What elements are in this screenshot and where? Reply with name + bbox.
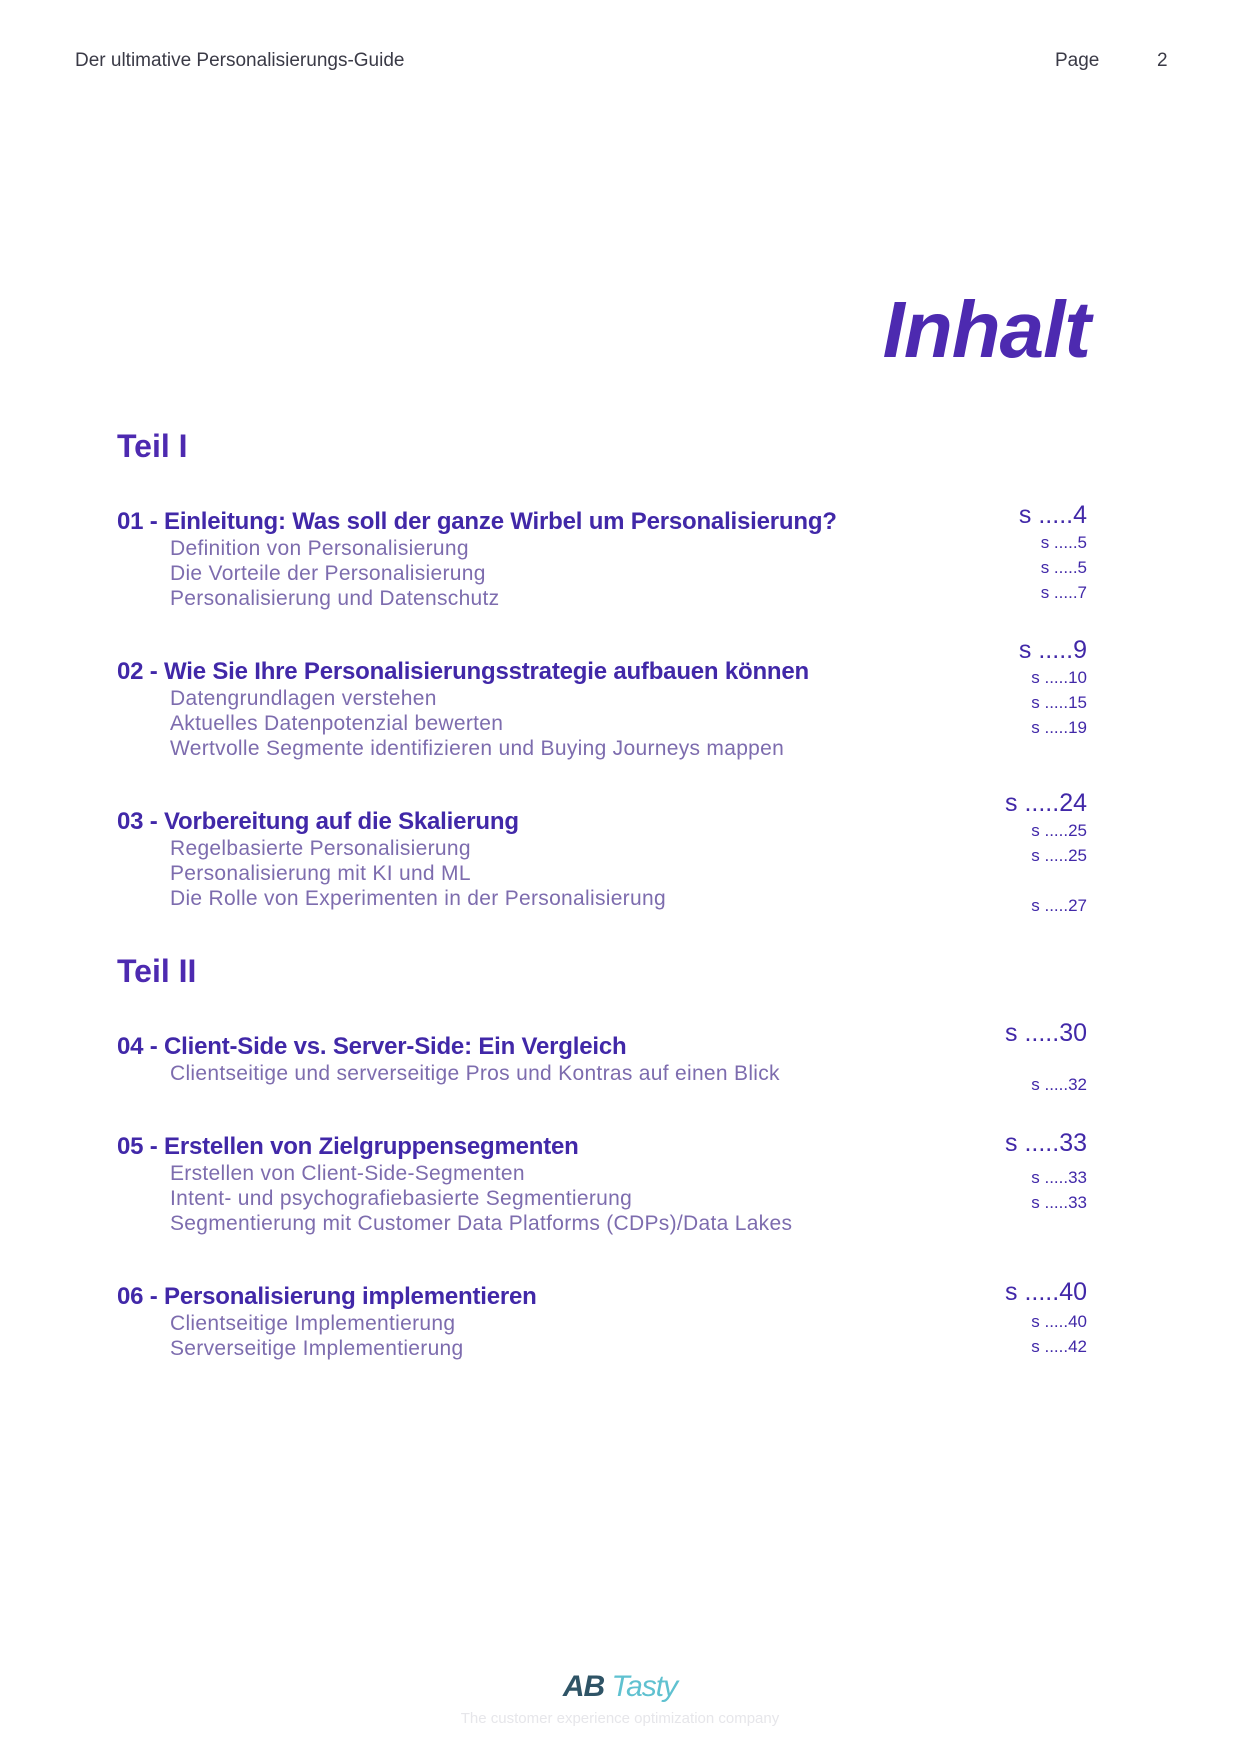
header-page-number: 2 (1157, 50, 1168, 71)
sub-page: s .....33 (1031, 1168, 1087, 1187)
ab-tasty-logo (0, 1670, 1240, 1704)
part-heading-1: Teil I (117, 428, 188, 464)
sub-item[interactable]: Die Rolle von Experimenten in der Personalisierung (170, 887, 666, 910)
sub-item[interactable]: Regelbasierte Personalisierung (170, 837, 471, 860)
sub-page: s .....25 (1031, 846, 1087, 865)
header-doc-title: Der ultimative Personalisierungs-Guide (75, 50, 405, 71)
sub-page: s .....5 (1040, 533, 1087, 552)
sub-page: s .....15 (1031, 693, 1087, 712)
chapter-title-04[interactable]: 04 - Client-Side vs. Server-Side: Ein Vergleich (117, 1033, 627, 1060)
chapter-title-03[interactable]: 03 - Vorbereitung auf die Skalierung (117, 808, 519, 835)
footer-tagline: The customer experience optimization company (460, 1710, 780, 1727)
logo-tasty-text: Tasty (611, 1670, 678, 1703)
sub-item[interactable]: Die Vorteile der Personalisierung (170, 562, 486, 585)
part-heading-2: Teil II (117, 953, 197, 989)
sub-item[interactable]: Serverseitige Implementierung (170, 1337, 464, 1360)
sub-item[interactable]: Wertvolle Segmente identifizieren und Buying Journeys mappen (170, 737, 785, 760)
sub-page: s .....5 (1040, 558, 1087, 577)
chapter-page-06: s .....40 (1005, 1278, 1087, 1306)
sub-page: s .....33 (1031, 1193, 1087, 1212)
page-title: Inhalt (882, 285, 1090, 374)
chapter-title-01[interactable]: 01 - Einleitung: Was soll der ganze Wirbel um Personalisierung? (117, 508, 837, 535)
chapter-title-05[interactable]: 05 - Erstellen von Zielgruppensegmenten (117, 1133, 579, 1160)
header-page-label: Page (1055, 50, 1100, 71)
sub-page: s .....40 (1031, 1312, 1087, 1331)
sub-page: s .....19 (1031, 718, 1087, 737)
sub-item[interactable]: Definition von Personalisierung (170, 537, 469, 560)
logo-ab-text: AB (562, 1670, 605, 1703)
sub-page: s .....27 (1031, 896, 1087, 915)
sub-item[interactable]: Segmentierung mit Customer Data Platforms (CDPs)/Data Lakes (170, 1212, 793, 1235)
sub-item[interactable]: Aktuelles Datenpotenzial bewerten (170, 712, 504, 735)
sub-item[interactable]: Erstellen von Client-Side-Segmenten (170, 1162, 525, 1185)
sub-item[interactable]: Intent- und psychografiebasierte Segmentierung (170, 1187, 633, 1210)
chapter-page-05: s .....33 (1005, 1129, 1087, 1157)
sub-page: s .....25 (1031, 821, 1087, 840)
chapter-title-02[interactable]: 02 - Wie Sie Ihre Personalisierungsstrategie aufbauen können (117, 658, 809, 685)
sub-page: s .....10 (1031, 668, 1087, 687)
sub-item[interactable]: Personalisierung mit KI und ML (170, 862, 471, 885)
sub-item[interactable]: Clientseitige Implementierung (170, 1312, 456, 1335)
sub-item[interactable]: Clientseitige und serverseitige Pros und Kontras auf einen Blick (170, 1062, 780, 1085)
sub-page: s .....32 (1031, 1075, 1087, 1094)
chapter-page-02: s .....9 (1018, 636, 1087, 664)
sub-page: s .....42 (1031, 1337, 1087, 1356)
chapter-page-04: s .....30 (1005, 1019, 1087, 1047)
chapter-title-06[interactable]: 06 - Personalisierung implementieren (117, 1283, 537, 1310)
sub-page: s .....7 (1040, 583, 1087, 602)
sub-item[interactable]: Datengrundlagen verstehen (170, 687, 437, 710)
sub-item[interactable]: Personalisierung und Datenschutz (170, 587, 500, 610)
chapter-page-01: s .....4 (1018, 501, 1087, 529)
chapter-page-03: s .....24 (1005, 789, 1087, 817)
